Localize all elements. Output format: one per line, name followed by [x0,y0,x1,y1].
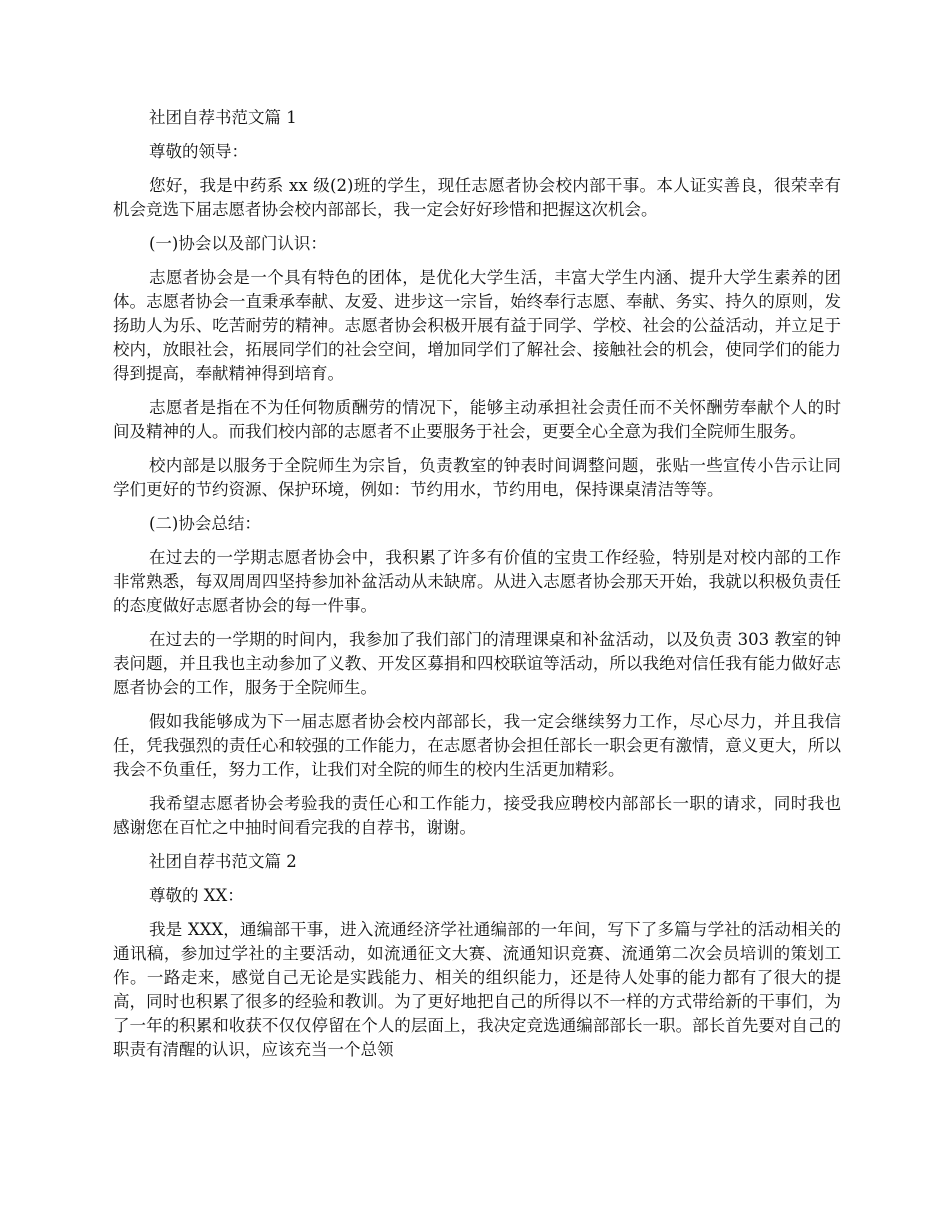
section-heading-1: (一)协会以及部门认识： [149,234,327,253]
paragraph-department: 校内部是以服务于全院师生为宗旨，负责教室的钟表时间调整问题，张贴一些宣传小告示让同学们更好的节约资源、保护环境，例如：节约用水，节约用电，保持课桌清洁等等。 [113,456,841,499]
article-title-2: 社团自荐书范文篇 2 [149,852,297,871]
paragraph-article-2-body: 我是 XXX，通编部干事，进入流通经济学社通编部的一年间，写下了多篇与学社的活动相关的通讯稿，参加过学社的主要活动，如流通征文大赛、流通知识竞赛、流通第二次会员培训的策划工作。一路走来，感觉自己无论是实践能力、相关的组织能力，还是待人处事的能力都有了很大的提高，同时也积累了很多的经验和教训。为了更好地把自己的所得以不一样的方式带给新的干事们，为了一年的积累和收获不仅仅停留在个人的层面上，我决定竞选通编部部长一职。部长首先要对自己的职责有清醒的认识，应该充当一个总领 [113,920,841,1059]
paragraph-closing: 我希望志愿者协会考验我的责任心和工作能力，接受我应聘校内部部长一职的请求，同时我也感谢您在百忙之中抽时间看完我的自荐书，谢谢。 [113,794,841,837]
paragraph-volunteer: 志愿者是指在不为任何物质酬劳的情况下，能够主动承担社会责任而不关怀酬劳奉献个人的时间及精神的人。而我们校内部的志愿者不止要服务于社会，更要全心全意为我们全院师生服务。 [113,398,841,441]
paragraph-activities: 在过去的一学期的时间内，我参加了我们部门的清理课桌和补盆活动，以及负责 303 教室的钟表问题，并且我也主动参加了义教、开发区募捐和四校联谊等活动，所以我绝对信任我有能力做好志愿者协会的工作，服务于全院师生。 [113,630,841,697]
salutation-1: 尊敬的领导： [149,142,248,161]
article-title-1: 社团自荐书范文篇 1 [149,108,297,127]
document-page [113,106,841,1072]
paragraph-association: 志愿者协会是一个具有特色的团体，是优化大学生活，丰富大学生内涵、提升大学生素养的团体。志愿者协会一直秉承奉献、友爱、进步这一宗旨，始终奉行志愿、奉献、务实、持久的原则，发扬助人为乐、吃苦耐劳的精神。志愿者协会积极开展有益于同学、学校、社会的公益活动，并立足于校内，放眼社会，拓展同学们的社会空间，增加同学们了解社会、接触社会的机会，使同学们的能力得到提高，奉献精神得到培育。 [113,268,841,383]
section-heading-2: (二)协会总结： [149,514,261,533]
paragraph-experience: 在过去的一学期志愿者协会中，我积累了许多有价值的宝贵工作经验，特别是对校内部的工作非常熟悉，每双周周四坚持参加补盆活动从未缺席。从进入志愿者协会那天开始，我就以积极负责任的态度做好志愿者协会的每一件事。 [113,548,841,615]
salutation-2: 尊敬的 XX： [149,886,244,905]
paragraph-commitment: 假如我能够成为下一届志愿者协会校内部部长，我一定会继续努力工作，尽心尽力，并且我信任，凭我强烈的责任心和较强的工作能力，在志愿者协会担任部长一职会更有激情，意义更大，所以我会不负重任，努力工作，让我们对全院的师生的校内生活更加精彩。 [113,712,841,779]
paragraph-intro: 您好，我是中药系 xx 级(2)班的学生，现任志愿者协会校内部干事。本人证实善良，很荣幸有机会竞选下届志愿者协会校内部部长，我一定会好好珍惜和把握这次机会。 [113,176,841,219]
